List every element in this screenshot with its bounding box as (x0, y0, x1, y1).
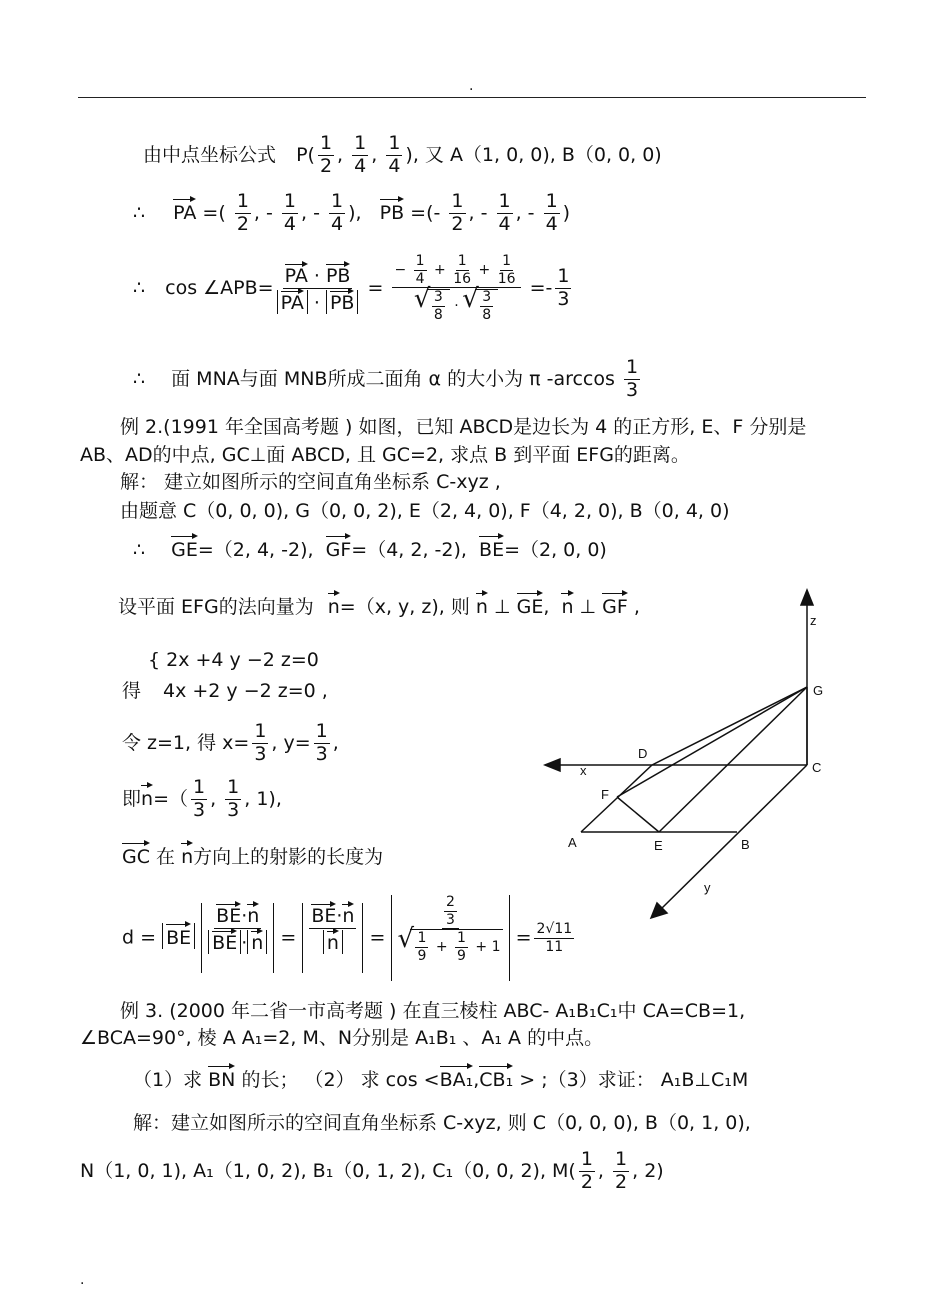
fig-label-b: B (741, 837, 750, 852)
fig-label-d: D (638, 746, 648, 761)
fig-label-c: C (812, 760, 822, 775)
example-2-line-3: 解： 建立如图所示的空间直角坐标系 C-xyz , (120, 471, 501, 493)
frac: $\frac{1}{4}$ (354, 132, 367, 177)
line-pa-pb: ∴ PA =( $\frac{1}{2}$ , - $\frac{1}{4}$ , - $\frac{1}{4}$ ), PB =(- $\frac{1}{2}$ , - $\frac{1}{4}$ , - $\frac{1}{4}$ ) (133, 190, 571, 235)
example-3-line-1: 例 3. (2000 年二省一市高考题 ) 在直三棱柱 ABC- A₁B₁C₁中 CA=CB=1, (120, 1000, 746, 1022)
system-line-2: 得 4x +2 y −2 z=0 , (122, 680, 328, 702)
example-2-line-4: 由题意 C（0, 0, 0), G（0, 0, 2), E（2, 4, 0), F（4, 2, 0), B（0, 4, 0) (120, 500, 730, 522)
line-cos-apb: ∴ cos ∠APB= $\frac{PA \cdot PB}{PA \cdot PB}$ = − $\frac{1}{4}$ + $\frac{1}{16}$ + $\frac{1}{16}$ √ $\frac{3}{8}$ · √ $\frac{3}{8}$ =- $\frac{1}{3}$ (133, 254, 574, 323)
edge-fe (617, 797, 659, 832)
fig-label-y: y (704, 880, 711, 895)
line-distance: d = BE $\frac{BE\cdot n}{BE \cdot n}$ = $\frac{BE\cdot n}{n}$ = $\frac{2}{3}$ √ $\frac{1}{9}$ + $\frac{1}{9}$ + 1 = $\frac{2√11}{11}$ (122, 895, 577, 981)
frac: $\frac{1}{3}$ (557, 264, 570, 310)
example-3-coordinates: N（1, 0, 1), A₁（1, 0, 2), B₁（0, 1, 2), C₁（0, 0, 2), M( $\frac{1}{2}$ , $\frac{1}{2}$ , 2) (80, 1148, 664, 1193)
line-midpoint: 由中点坐标公式 P( $\frac{1}{2}$ , $\frac{1}{4}$ , $\frac{1}{4}$ ), 又 A（1, 0, 0), B（0, 0, 0) (143, 132, 662, 177)
x-axis-arrow (545, 759, 560, 771)
line-let-z: 令 z=1, 得 x= $\frac{1}{3}$ , y= $\frac{1}{3}$ , (122, 720, 339, 765)
frac: $\frac{1}{2}$ (236, 190, 249, 235)
vector-pb: PB (380, 198, 405, 224)
line-normal-vector: 设平面 EFG的法向量为 n=（x, y, z), 则 n ⊥ GE, n ⊥ GF , (118, 592, 640, 619)
header-rule (78, 97, 866, 98)
fig-label-f: F (601, 787, 609, 802)
fig-label-z: z (810, 613, 817, 628)
frac: $\frac{1}{4}$ (330, 190, 344, 235)
example-3-line-2: ∠BCA=90°, 棱 A A₁=2, M、N分别是 A₁B₁ 、A₁ A 的中点。 (80, 1027, 604, 1049)
system-line-1: { 2x +4 y −2 z=0 (148, 649, 319, 671)
frac: $\frac{1}{3}$ (625, 356, 639, 401)
frac: $\frac{1}{4}$ (545, 190, 558, 235)
vector-pa: PA (173, 198, 196, 224)
fig-label-g: G (813, 683, 824, 698)
fig-label-e: E (654, 838, 663, 853)
footer-dot: . (80, 1272, 85, 1288)
edge-gd (652, 687, 807, 765)
frac: $\frac{1}{2}$ (319, 132, 333, 177)
example-2-line-1: 例 2.(1991 年全国高考题 ) 如图，已知 ABCD是边长为 4 的正方形, E、F 分别是 (120, 416, 807, 438)
header-dot: . (469, 78, 474, 94)
frac: $\frac{1}{2}$ (451, 190, 464, 235)
y-axis (660, 765, 807, 910)
fig-label-x: x (580, 763, 587, 778)
frac: $\frac{1}{4}$ (388, 132, 401, 177)
frac-cos: $\frac{PA \cdot PB}{PA \cdot PB}$ (277, 263, 359, 314)
line-projection: GC 在 n方向上的射影的长度为 (122, 842, 383, 869)
line-n-value: 即n=（ $\frac{1}{3}$ , $\frac{1}{3}$ , 1), (122, 776, 282, 821)
example-3-questions: （1）求 BN 的长； （2） 求 cos <BA₁,CB₁ > ;（3）求证： A₁B⊥C₁M (133, 1065, 748, 1092)
line-dihedral: ∴ 面 MNA与面 MNB所成二面角 α 的大小为 π -arccos $\frac{1}{3}$ (133, 356, 639, 401)
example-2-line-2: AB、AD的中点, GC⊥面 ABCD, 且 GC=2, 求点 B 到平面 EFG的距离。 (80, 444, 690, 466)
example-3-solution: 解：建立如图所示的空间直角坐标系 C-xyz, 则 C（0, 0, 0), B（0, 1, 0), (133, 1112, 751, 1134)
frac-cos-value: − $\frac{1}{4}$ + $\frac{1}{16}$ + $\frac{1}{16}$ √ $\frac{3}{8}$ · √ $\frac{3}{8}$ (392, 254, 520, 323)
fig-label-a: A (568, 835, 577, 850)
line-vectors-ge-gf-be: ∴ GE=（2, 4, -2), GF=（4, 2, -2), BE=（2, 0, 0) (133, 535, 607, 562)
coordinate-figure (540, 585, 840, 925)
edge-da (581, 765, 652, 832)
frac: $\frac{1}{4}$ (498, 190, 511, 235)
z-axis-arrow (801, 590, 813, 605)
frac: $\frac{1}{4}$ (283, 190, 296, 235)
